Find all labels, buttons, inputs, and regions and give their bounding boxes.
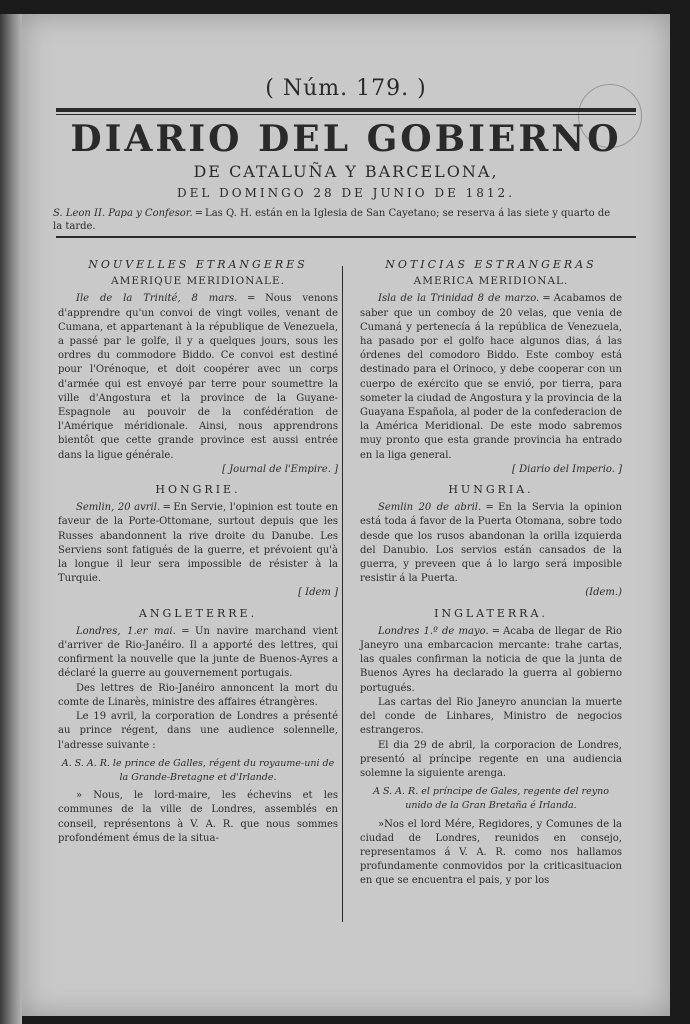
article-paragraph (360, 625, 622, 696)
article-text: ═ Nous venons d'apprendre qu'un convoi de vingt voiles, venant de Cumana, et appartenant à la république de Venezuela, a passé par le golfe, il y a quelques jours, sous les ordres du commodore Biddo. Ce convoi est destiné pour l'Orénoque, et doit coopérer avec un corps d'armée qui est envoyé par terre pour soumettre la ville d'Angostura et la province de la Guyane-Espagnole au pouvoir de la confédération de l'Amérique méridionale. Ainsi, nous apprendrons bientôt que cette grande province est aussi entrée dans la ligue générale. (58, 293, 338, 461)
article-source: (Idem.) (585, 587, 622, 599)
article-lead: Londres, 1.er mai. (76, 625, 176, 637)
section-title: NOUVELLES ETRANGERES (88, 258, 308, 271)
saint-notice-lead: S. Leon II. Papa y Confesor. (53, 208, 193, 219)
saint-notice (53, 207, 613, 233)
country-heading: HONGRIE. (155, 483, 241, 497)
article-paragraph (58, 625, 338, 682)
saint-notice-text: ═ Las Q. H. están en la Iglesia de San Cayetano; se reserva á las siete y quarto de la tarde. (53, 208, 611, 232)
article-lead: Isla de la Trinidad 8 de marzo. (378, 293, 540, 305)
section-subtitle: AMERICA MERIDIONAL. (413, 275, 569, 288)
article-paragraph (360, 501, 622, 586)
article-text: ═ Acabamos de saber que un comboy de 20 velas, que venia de Cumaná y pertenecía á la república de Venezuela, ha pasado por el golfo hace algunos dias, á las órdenes del comodoro Biddo. Este comboy está destinado para el Orinoco, y debe cooperar con un cuerpo de exército que se envió, por tierra, para someter la ciudad de Angostura y la provincia de la Guayana Española, al poder de la confederacion de la América Meridional. De este modo sabremos muy pronto que esta grande provincia ha entrado en la liga general. (360, 293, 622, 461)
article-paragraph: El dia 29 de abril, la corporacion de Londres, presentó al príncipe regente en una audiencia solemne la siguiente arenga. (360, 739, 622, 779)
dateline: DEL DOMINGO 28 DE JUNIO DE 1812. (176, 186, 516, 200)
article-paragraph: » Nous, le lord-maire, les échevins et les communes de la ville de Londres, assemblés en conseil, représentons à V. A. R. que nous sommes profondément émus de la situa- (58, 790, 338, 844)
article-text: ═ Acaba de llegar de Rio Janeyro una embarcacion mercante: trahe cartas, las quales confirman la noticia de que la junta de Buenos Ayres ha declarado la guerra al gobierno portugués. (360, 625, 622, 694)
masthead-title: DIARIO DEL GOBIERNO (70, 118, 622, 160)
masthead-subtitle: DE CATALUÑA Y BARCELONA, (193, 162, 499, 181)
article-source: [ Idem ] (298, 587, 338, 599)
column-separator (342, 266, 343, 922)
top-rule-thin (56, 114, 636, 115)
newspaper-page (22, 14, 670, 1016)
page-fold-shadow (0, 14, 22, 1024)
article-paragraph (58, 292, 338, 462)
article-source: [ Diario del Imperio. ] (512, 463, 622, 475)
country-heading: INGLATERRA. (434, 606, 548, 620)
issue-number: ( Núm. 179. ) (265, 76, 427, 101)
article-paragraph: Las cartas del Rio Janeyro anuncian la muerte del conde de Linhares, Ministro de negocios estrangeros. (360, 696, 622, 737)
column-french (58, 258, 338, 846)
article-lead: Ile de la Trinité, 8 mars. (76, 293, 238, 305)
article-paragraph (360, 292, 622, 462)
article-paragraph: »Nos el lord Mére, Regidores, y Comunes de la ciudad de Londres, reunidos en consejo, representamos á V. A. R. como nos hallamos profundamente conmovidos por la criticasituacion en que se encuentra el pais, y por los (360, 818, 622, 887)
top-rule (56, 108, 636, 112)
article-paragraph: Des lettres de Rio-Janéiro annoncent la mort du comte de Linarès, ministre des affaires étrangères. (58, 682, 338, 708)
column-spanish (360, 258, 622, 889)
article-text: ═ En la Servia la opinion está toda á favor de la Puerta Otomana, sobre todo desde que los rusos abandonan la orilla izquierda del Danubio. Los servios están cansados de la guerra, y preveen que á lo largo será imposible resistir á la Puerta. (360, 502, 623, 585)
header-bottom-rule (56, 236, 636, 238)
country-heading: ANGLETERRE. (138, 606, 258, 620)
article-text: ═ En Servie, l'opinion est toute en faveur de la Porte-Ottomane, surtout depuis que les Russes abandonnent la rive droite du Danube. Les Serviens sont fatigués de la guerre, et prévoient qu'à la longue il leur sera impossible de résister à la Turquie. (58, 502, 338, 585)
address-heading: A. S. A. R. le prince de Galles, régent du royaume-uni de la Grande-Bretagne et d'Irlande. (61, 757, 335, 783)
article-lead: Semlin, 20 avril. (76, 502, 161, 514)
section-title: NOTICIAS ESTRANGERAS (385, 258, 597, 271)
article-paragraph (58, 501, 338, 586)
address-heading: A S. A. R. el príncipe de Gales, regente del reyno unido de la Gran Bretaña é Irlanda. (373, 786, 609, 812)
article-text: ═ Un navire marchand vient d'arriver de Rio-Janéiro. Il a apporté des lettres, qui confirment la nouvelle que la junte de Buenos-Ayres a déclaré la guerre au gouvernement portugais. (58, 625, 338, 680)
section-subtitle: AMERIQUE MERIDIONALE. (111, 275, 285, 288)
article-source: [ Journal de l'Empire. ] (222, 463, 338, 475)
article-lead: Semlin 20 de abril. (378, 502, 482, 514)
article-paragraph: Le 19 avril, la corporation de Londres a présenté au prince régent, dans une audience solennelle, l'adresse suivante : (58, 711, 338, 751)
country-heading: HUNGRIA. (448, 483, 534, 497)
article-lead: Londres 1.º de mayo. (378, 625, 489, 637)
